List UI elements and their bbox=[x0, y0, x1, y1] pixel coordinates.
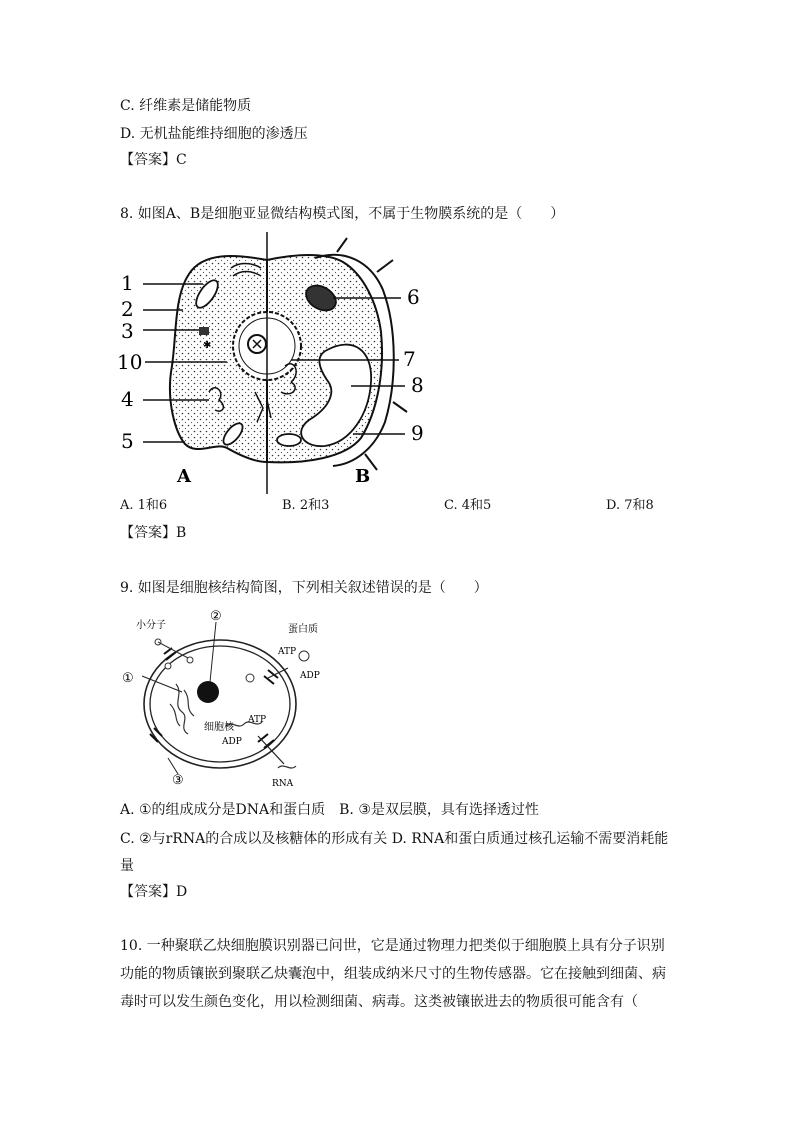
label-small-molecule: 小分子 bbox=[136, 620, 166, 631]
q10-stem-line-2: 功能的物质镶嵌到聚联乙炔囊泡中，组装成纳米尺寸的生物传感器。它在接触到细菌、病 bbox=[120, 966, 666, 982]
q9-options-line-3: 量 bbox=[120, 858, 134, 874]
diagram-label-5: 5 bbox=[121, 429, 134, 453]
label-adp-bottom: ADP bbox=[222, 737, 242, 747]
svg-text:✱: ✱ bbox=[203, 340, 212, 351]
label-circle-1: ① bbox=[122, 671, 134, 686]
diagram-label-7: 7 bbox=[403, 347, 416, 371]
q10-stem-line-3: 毒时可以发生颜色变化，用以检测细菌、病毒。这类被镶嵌进去的物质很可能含有（ bbox=[120, 994, 638, 1010]
label-circle-2: ② bbox=[210, 609, 222, 624]
diagram-label-a: A bbox=[177, 466, 191, 487]
q8-option-d: D. 7和8 bbox=[606, 498, 654, 513]
diagram-label-4: 4 bbox=[121, 387, 134, 411]
q9-answer: 【答案】D bbox=[120, 884, 188, 900]
q8-stem: 8. 如图A、B是细胞亚显微结构模式图，不属于生物膜系统的是（ ） bbox=[120, 206, 565, 222]
nucleolus-dark bbox=[197, 681, 219, 703]
q8-option-a: A. 1和6 bbox=[120, 498, 168, 513]
q9-stem: 9. 如图是细胞核结构简图，下列相关叙述错误的是（ ） bbox=[120, 580, 488, 596]
diagram-label-8: 8 bbox=[411, 373, 424, 397]
q9-options-line-2: C. ②与rRNA的合成以及核糖体的形成有关 D. RNA和蛋白质通过核孔运输不需要消耗能 bbox=[120, 831, 669, 847]
q7-option-c: C. 纤维素是储能物质 bbox=[120, 98, 252, 114]
label-atp-bottom: ATP bbox=[248, 715, 267, 725]
diagram-label-3: 3 bbox=[121, 319, 134, 343]
diagram-label-b: B bbox=[355, 466, 371, 487]
q8-option-c: C. 4和5 bbox=[444, 498, 492, 513]
q8-cell-diagram bbox=[115, 232, 435, 494]
q10-stem-line-1: 10. 一种聚联乙炔细胞膜识别器已问世，它是通过物理力把类似于细胞膜上具有分子识别 bbox=[120, 938, 665, 954]
q7-answer: 【答案】C bbox=[120, 152, 187, 168]
label-atp-top: ATP bbox=[278, 647, 297, 657]
diagram-label-1: 1 bbox=[121, 271, 134, 295]
q8-option-b: B. 2和3 bbox=[282, 498, 330, 513]
diagram-label-2: 2 bbox=[121, 297, 134, 321]
q9-nucleus-diagram bbox=[118, 608, 338, 790]
label-nucleus: 细胞核 bbox=[204, 722, 234, 733]
label-adp-top: ADP bbox=[300, 671, 320, 681]
diagram-label-10: 10 bbox=[117, 350, 143, 374]
diagram-label-6: 6 bbox=[407, 285, 420, 309]
label-rna: RNA bbox=[272, 779, 294, 789]
q8-answer: 【答案】B bbox=[120, 525, 187, 541]
diagram-label-9: 9 bbox=[411, 421, 424, 445]
q9-options-line-1: A. ①的组成成分是DNA和蛋白质 B. ③是双层膜，具有选择透过性 bbox=[120, 802, 539, 818]
label-protein: 蛋白质 bbox=[288, 624, 318, 635]
q7-option-d: D. 无机盐能维持细胞的渗透压 bbox=[120, 126, 308, 142]
label-circle-3: ③ bbox=[172, 773, 184, 788]
